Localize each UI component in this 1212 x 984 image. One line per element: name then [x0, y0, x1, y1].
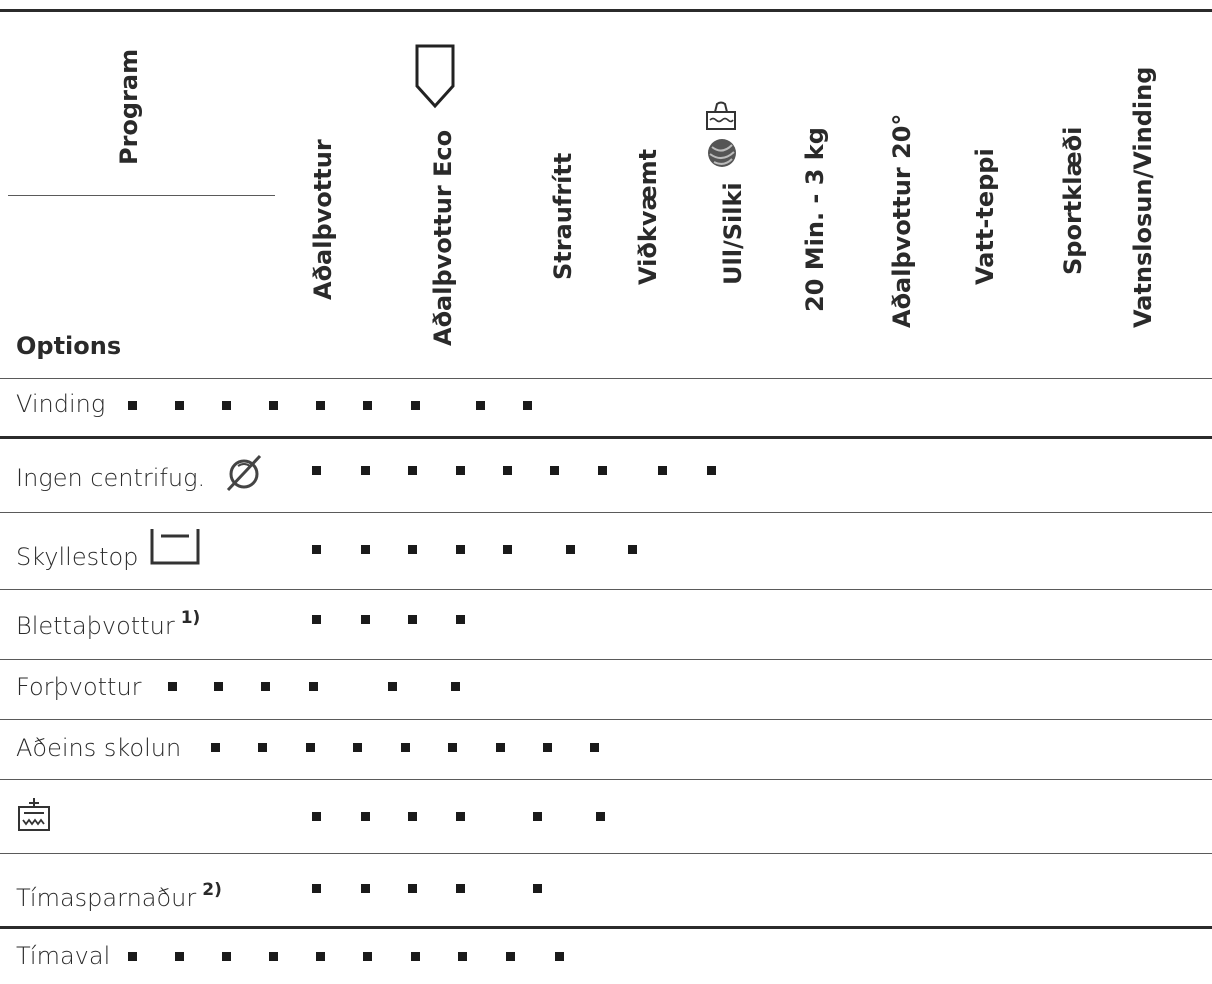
column-header-label: Straufrítt — [549, 152, 577, 280]
option-mark — [128, 952, 137, 961]
column-header-label: Vatt-teppi — [971, 148, 999, 285]
option-mark — [269, 401, 278, 410]
column-header-label: 20 Min. - 3 kg — [801, 127, 829, 312]
row-label-text: Skyllestop — [16, 543, 139, 571]
option-mark — [411, 952, 420, 961]
column-header-5 — [715, 182, 750, 285]
option-mark — [312, 615, 321, 624]
row-label-text: Vinding — [16, 390, 106, 418]
option-mark — [456, 812, 465, 821]
option-mark — [222, 401, 231, 410]
option-mark — [658, 466, 667, 475]
option-mark — [408, 545, 417, 554]
column-header-label: Ull/Silki — [719, 182, 747, 285]
table-top-border — [0, 9, 1212, 12]
no-spin-icon — [224, 452, 264, 492]
option-mark — [361, 884, 370, 893]
row-label-adeins-skolun — [16, 734, 181, 762]
row-divider — [0, 659, 1212, 660]
extra-rinse-icon — [16, 797, 52, 833]
option-mark — [408, 884, 417, 893]
column-header-9 — [1055, 127, 1090, 275]
option-mark — [175, 401, 184, 410]
option-mark — [506, 952, 515, 961]
option-mark — [309, 682, 318, 691]
column-header-7 — [884, 114, 919, 328]
option-mark — [312, 545, 321, 554]
row-divider — [0, 926, 1212, 929]
row-label-text: Blettaþvottur — [16, 612, 175, 640]
option-mark — [456, 884, 465, 893]
row-divider — [0, 589, 1212, 590]
column-header-4 — [630, 149, 665, 285]
row-label-text: Forþvottur — [16, 673, 142, 701]
option-mark — [628, 545, 637, 554]
option-mark — [550, 466, 559, 475]
option-mark — [543, 743, 552, 752]
wool-yarn-icon — [706, 137, 738, 169]
row-label-text: Tímaval — [16, 942, 111, 970]
column-header-label: Aðalþvottur — [309, 139, 337, 300]
option-mark — [258, 743, 267, 752]
row-label-timaval — [16, 942, 110, 970]
row-label-text: Tímasparnaður — [16, 884, 197, 912]
option-mark — [261, 682, 270, 691]
option-mark — [316, 401, 325, 410]
column-header-label: Vatnslosun/Vinding — [1129, 66, 1157, 328]
option-mark — [408, 812, 417, 821]
option-mark — [353, 743, 362, 752]
option-mark — [451, 682, 460, 691]
column-header-label: Aðalþvottur Eco — [429, 129, 457, 346]
option-mark — [312, 466, 321, 475]
row-label-skyllestop — [16, 543, 138, 571]
option-mark — [211, 743, 220, 752]
option-mark — [566, 545, 575, 554]
footnote-marker: 1) — [180, 608, 201, 628]
option-mark — [361, 615, 370, 624]
option-mark — [458, 952, 467, 961]
column-header-2 — [425, 130, 460, 346]
option-mark — [448, 743, 457, 752]
row-divider — [0, 512, 1212, 513]
rinse-hold-icon — [149, 526, 201, 566]
option-mark — [361, 545, 370, 554]
column-header-10 — [1125, 67, 1160, 328]
eco-tag-icon — [415, 44, 455, 110]
header-divider-line — [8, 195, 275, 196]
option-mark — [312, 884, 321, 893]
option-mark — [456, 466, 465, 475]
option-mark — [312, 812, 321, 821]
row-label-vinding — [16, 390, 105, 418]
option-mark — [555, 952, 564, 961]
footnote-marker: 2) — [202, 880, 222, 900]
row-label-blettathvottur — [16, 608, 201, 640]
option-mark — [533, 812, 542, 821]
option-mark — [388, 682, 397, 691]
option-mark — [590, 743, 599, 752]
column-header-1 — [305, 139, 340, 300]
option-mark — [222, 952, 231, 961]
option-mark — [214, 682, 223, 691]
option-mark — [598, 466, 607, 475]
option-mark — [363, 401, 372, 410]
option-mark — [269, 952, 278, 961]
option-mark — [523, 401, 532, 410]
row-label-text: Aðeins skolun — [16, 734, 182, 762]
program-header-label: Program — [115, 48, 143, 165]
row-divider — [0, 719, 1212, 720]
option-mark — [456, 545, 465, 554]
option-mark — [361, 812, 370, 821]
options-header-label: Options — [16, 332, 122, 360]
option-mark — [306, 743, 315, 752]
option-mark — [533, 884, 542, 893]
option-mark — [168, 682, 177, 691]
option-mark — [361, 466, 370, 475]
column-header-label: Sportklæði — [1059, 126, 1087, 275]
row-divider — [0, 853, 1212, 854]
header-bottom-border — [0, 378, 1212, 379]
row-divider — [0, 436, 1212, 439]
option-mark — [496, 743, 505, 752]
option-mark — [175, 952, 184, 961]
option-mark — [503, 545, 512, 554]
column-header-3 — [545, 153, 580, 280]
option-mark — [128, 401, 137, 410]
option-mark — [456, 615, 465, 624]
option-mark — [476, 401, 485, 410]
option-mark — [363, 952, 372, 961]
row-label-timasparnadur — [16, 880, 222, 912]
column-header-8 — [967, 148, 1002, 285]
hand-wash-icon — [704, 100, 738, 132]
column-header-label: Viðkvæmt — [634, 148, 662, 285]
row-label-forthvottur — [16, 673, 142, 701]
row-label-ingen-centrifug — [16, 464, 205, 492]
option-mark — [408, 466, 417, 475]
option-mark — [596, 812, 605, 821]
option-mark — [408, 615, 417, 624]
option-mark — [707, 466, 716, 475]
option-mark — [316, 952, 325, 961]
row-divider — [0, 779, 1212, 780]
option-mark — [503, 466, 512, 475]
column-header-label: Aðalþvottur 20° — [888, 113, 916, 328]
option-mark — [411, 401, 420, 410]
column-header-6 — [797, 127, 832, 312]
row-label-text: Ingen centrifug. — [16, 464, 206, 492]
option-mark — [401, 743, 410, 752]
